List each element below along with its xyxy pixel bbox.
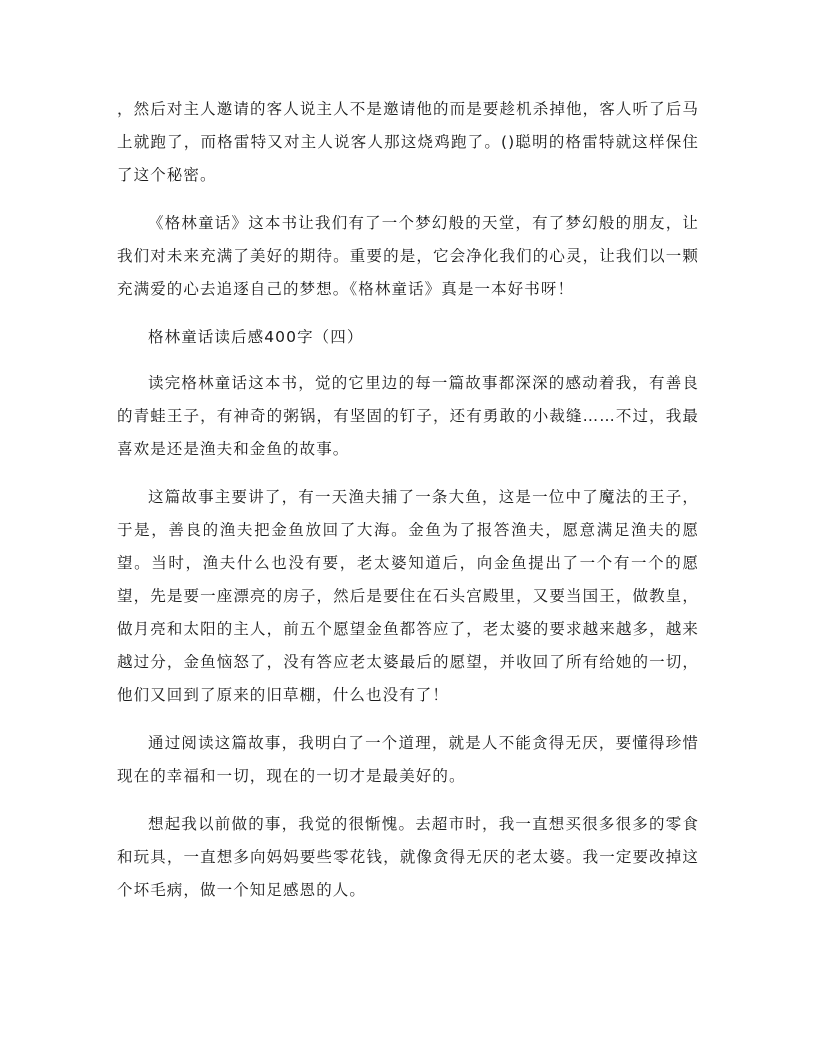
paragraph-summary: 《格林童话》这本书让我们有了一个梦幻般的天堂，有了梦幻般的朋友，让我们对未来充满了美好的期待。重要的是，它会净化我们的心灵，让我们以一颗充满爱的心去追逐自己的梦想。《格林童话》真是一本好书呀！ (117, 214, 699, 298)
paragraph-story: 这篇故事主要讲了，有一天渔夫捕了一条大鱼，这是一位中了魔法的王子，于是，善良的渔夫把金鱼放回了大海。金鱼为了报答渔夫，愿意满足渔夫的愿望。当时，渔夫什么也没有要，老太婆知道后，向金鱼提出了一个有一个的愿望，先是要一座漂亮的房子，然后是要住在石头宫殿里，又要当国王，做教皇，做月亮和太阳的主人，前五个愿望金鱼都答应了，老太婆的要求越来越多，越来越过分，金鱼恼怒了，没有答应老太婆最后的愿望，并收回了所有给她的一切，他们又回到了原来的旧草棚，什么也没有了！ (117, 488, 699, 704)
paragraph-reflection: 想起我以前做的事，我觉的很惭愧。去超市时，我一直想买很多很多的零食和玩具，一直想多向妈妈要些零花钱，就像贪得无厌的老太婆。我一定要改掉这个坏毛病，做一个知足感恩的人。 (117, 815, 699, 899)
paragraph-lesson: 通过阅读这篇故事，我明白了一个道理，就是人不能贪得无厌，要懂得珍惜现在的幸福和一切，现在的一切才是最美好的。 (117, 734, 699, 785)
section-heading: 格林童话读后感400字（四） (148, 328, 364, 346)
paragraph-intro: 读完格林童话这本书，觉的它里边的每一篇故事都深深的感动着我，有善良的青蛙王子，有神奇的粥锅，有坚固的钉子，还有勇敢的小裁缝……不过，我最喜欢是还是渔夫和金鱼的故事。 (117, 374, 699, 458)
paragraph-continuation: ，然后对主人邀请的客人说主人不是邀请他的而是要趁机杀掉他，客人听了后马上就跑了，而格雷特又对主人说客人那这烧鸡跑了。()聪明的格雷特就这样保住了这个秘密。 (117, 100, 699, 184)
document-body (117, 93, 699, 922)
